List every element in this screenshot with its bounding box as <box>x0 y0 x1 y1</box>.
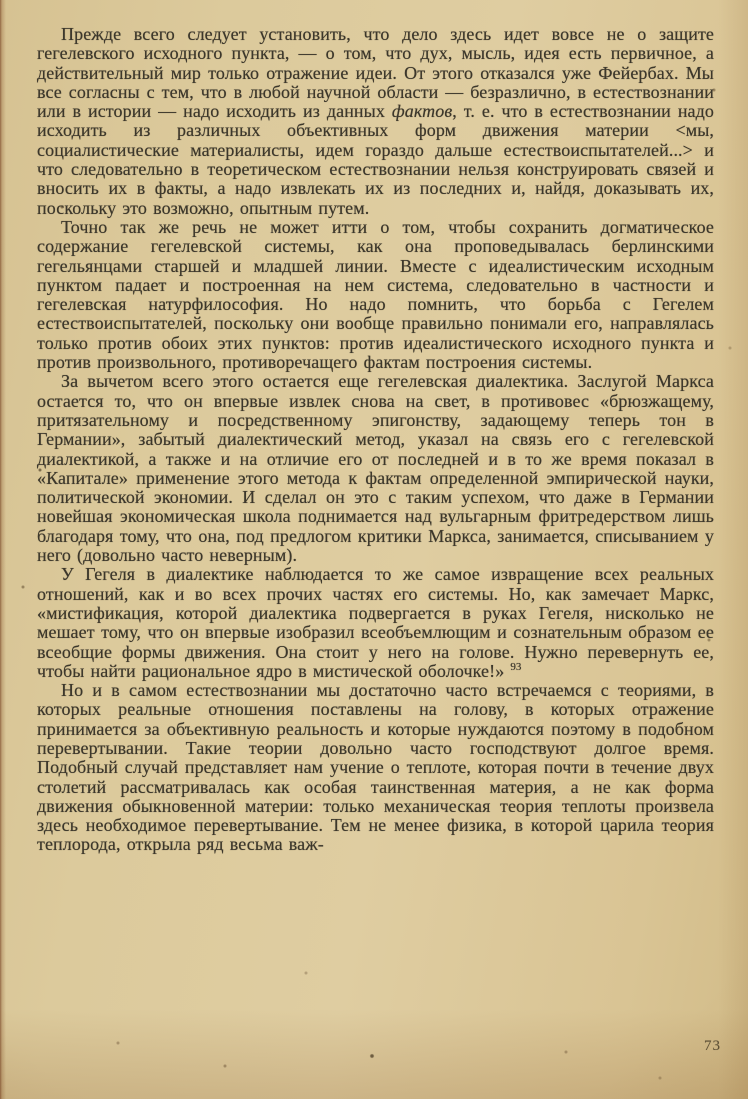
text-segment: Прежде всего следует установить, что дело здесь идет вовсе не о защите гегелевского исходного пункта, — о том, что дух, мысль, идея есть первичное, а действительный мир только отражение идеи. От этого отказался уже Фейербах. Мы все согласны с тем, что в любой научной области — безразлично, в естествознании или в истории — надо исходить из данных <box>37 24 714 122</box>
text-segment: Но и в самом естествознании мы достаточно часто встречаемся с теориями, в которых реальные отношения поставлены на голову, в которых отражение принимается за объективную реальность и которые нуждаются поэтому в подобном перевертывании. Такие теории довольно часто господствуют долгое время. Подобный случай представляет нам учение о теплоте, которая почти в течение двух столетий рассматривалась как особая таинственная материя, а не как форма движения обыкновенной материи: только механическая теория теплоты произвела здесь необходимое перевертывание. Тем не менее физика, в которой царила теория теплорода, открыла ряд весьма важ- <box>37 680 714 855</box>
text-segment: За вычетом всего этого остается еще гегелевская диалектика. Заслугой Маркса остается то, что он впервые извлек снова на свет, в противовес «брюзжащему, притязательному и посредственному эпигонству, задающему теперь тон в Германии», забытый диалектический метод, указал на связь его с гегелевской диалектикой, а также и на отличие его от последней и в то же время показал в «Капитале» применение этого метода к фактам определенной эмпирической науки, политической экономии. И сделал он это с таким успехом, что даже в Германии новейшая экономическая школа поднимается над вульгарным фритредерством лишь благодаря тому, что она, под предлогом критики Маркса, занимается, списыванием у него (довольно часто неверным). <box>37 371 714 566</box>
paragraph-5 <box>37 681 714 855</box>
text-segment: Точно так же речь не может итти о том, чтобы сохранить догматическое содержание гегелевской системы, как она проповедывалась берлинскими гегельянцами старшей и младшей линии. Вместе с идеалистическим исходным пунктом падает и построенная на нем система, следовательно в частности и гегелевская натурфилософия. Но надо помнить, что борьба с Гегелем естествоиспытателей, поскольку они вообще правильно понимали его, направлялась только против обоих этих пунктов: против идеалистического исходного пункта и против произвольного, противоречащего фактам построения системы. <box>37 216 714 373</box>
page-text <box>37 25 714 855</box>
text-segment: , т. е. что в естествознании надо исходить из различных объективных форм движения материи <мы, социалистические материалисты, идем гораздо дальше естествоиспытателей...> и что следовательно в теоретическом естествознании нельзя конструировать связей и вносить их в факты, а надо извлекать их из последних и, найдя, доказывать их, поскольку это возможно, опытным путем. <box>37 101 715 218</box>
footnote-ref: 93 <box>510 660 522 673</box>
text-segment: У Гегеля в диалектике наблюдается то же самое извращение всех реальных отношений, как и во всех прочих частях его системы. Но, как замечает Маркс, «мистификация, которой диалектика подвергается в руках Гегеля, нисколько не мешает тому, что он впервые изобразил всеобъемлющим и сознательным образом ее всеобщие формы движения. Она стоит у него на голове. Нужно перевернуть ее, чтобы найти рациональное ядро в мистической оболочке!» <box>37 564 714 681</box>
paragraph-2 <box>37 218 714 372</box>
paragraph-4 <box>37 565 714 681</box>
page-number: 73 <box>704 1038 721 1054</box>
text-segment: фактов <box>391 101 453 122</box>
paragraph-1 <box>37 25 714 218</box>
paragraph-3 <box>37 372 714 565</box>
